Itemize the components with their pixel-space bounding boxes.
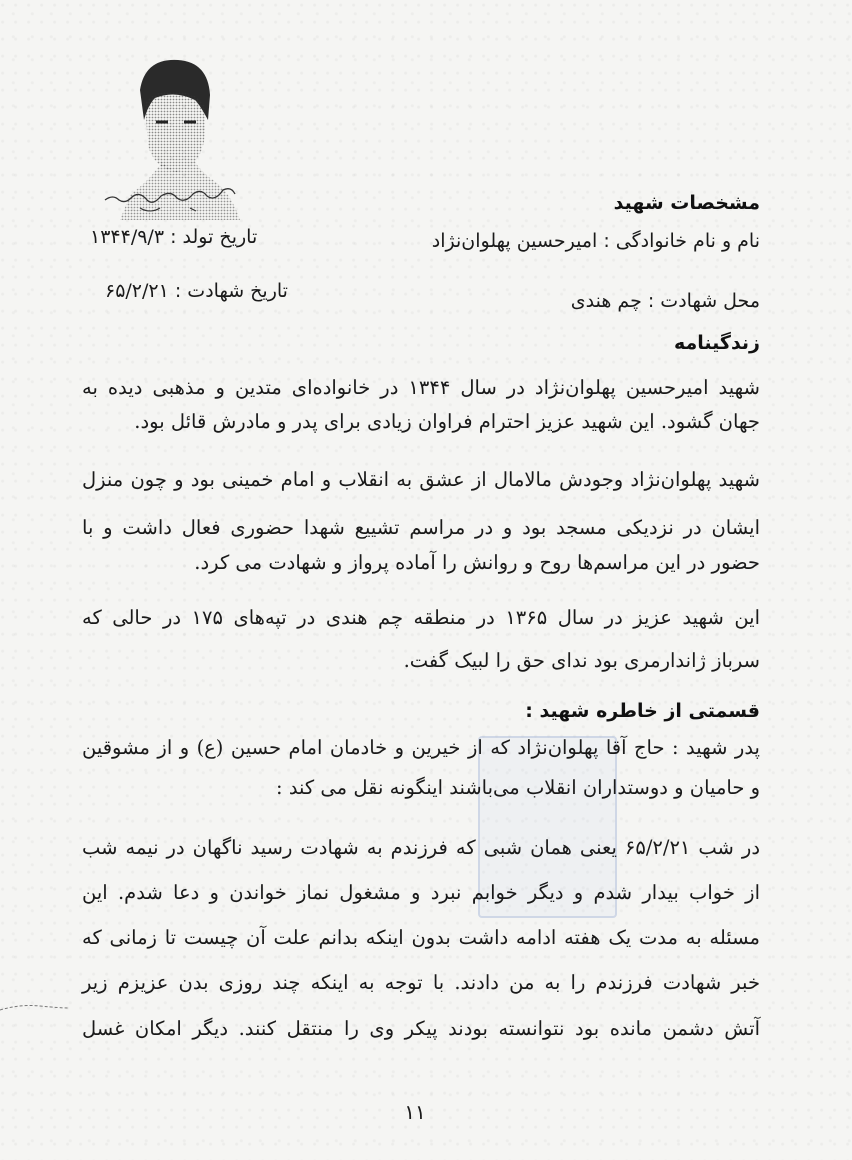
memory-line: خبر شهادت فرزندم را به من دادند. با توجه به اینکه چند روزی بدن عزیزم زیر [82,971,760,994]
name-field: نام و نام خانوادگی : امیرحسین پهلوان‌نژاد [431,230,760,252]
memory-line: و حامیان و دوستداران انقلاب می‌باشند اینگونه نقل می کند : [276,776,760,799]
page-number: ۱۱ [404,1100,426,1124]
biography-line: این شهید عزیز در سال ۱۳۶۵ در منطقه چم هندی در تپه‌های ۱۷۵ در حالی که [82,606,761,629]
biography-line: شهید پهلوان‌نژاد وجودش مالامال از عشق به انقلاب و امام خمینی بود و چون منزل [82,468,760,491]
biography-line: جهان گشود. این شهید عزیز احترام فراوان زیادی برای پدر و مادرش قائل بود. [134,410,760,433]
memory-line: مسئله به مدت یک هفته ادامه داشت بدون اینکه بدانم علت آن چیست تا زمانی که [82,926,760,949]
signature [100,178,245,218]
scan-mark [0,998,70,1018]
section-title: مشخصات شهید [613,192,760,214]
birth-date: تاریخ تولد : ۱۳۴۴/۹/۳ [90,226,258,248]
martyrdom-place: محل شهادت : چم هندی [570,290,760,312]
memory-line: پدر شهید : حاج آقا پهلوان‌نژاد که از خیرین و خادمان امام حسین (ع) و از مشوقین [82,736,760,759]
biography-line: شهید امیرحسین پهلوان‌نژاد در سال ۱۳۴۴ در خانواده‌ای متدین و مذهبی دیده به [82,376,760,399]
memory-line: در شب ۶۵/۲/۲۱ یعنی همان شبی که فرزندم به شهادت رسید ناگهان در نیمه شب [82,836,761,859]
biography-line: سرباز ژاندارمری بود ندای حق را لبیک گفت. [403,649,760,672]
biography-line: حضور در این مراسم‌ها روح و روانش را آماده پرواز و شهادت می کرد. [194,551,760,574]
memory-title: قسمتی از خاطره شهید : [525,700,760,722]
martyrdom-date: تاریخ شهادت : ۶۵/۲/۲۱ [105,280,288,302]
memory-line: از خواب بیدار شدم و دیگر خوابم نبرد و مشغول نماز خواندن و دعا شدم. این [82,881,760,904]
biography-title: زندگینامه [673,332,760,354]
memory-line: آتش دشمن مانده بود نتوانسته بودند پیکر وی را منتقل کنند. دیگر امکان غسل [82,1017,760,1040]
biography-line: ایشان در نزدیکی مسجد بود و در مراسم تشییع شهدا حضوری فعال داشت و با [82,516,760,539]
